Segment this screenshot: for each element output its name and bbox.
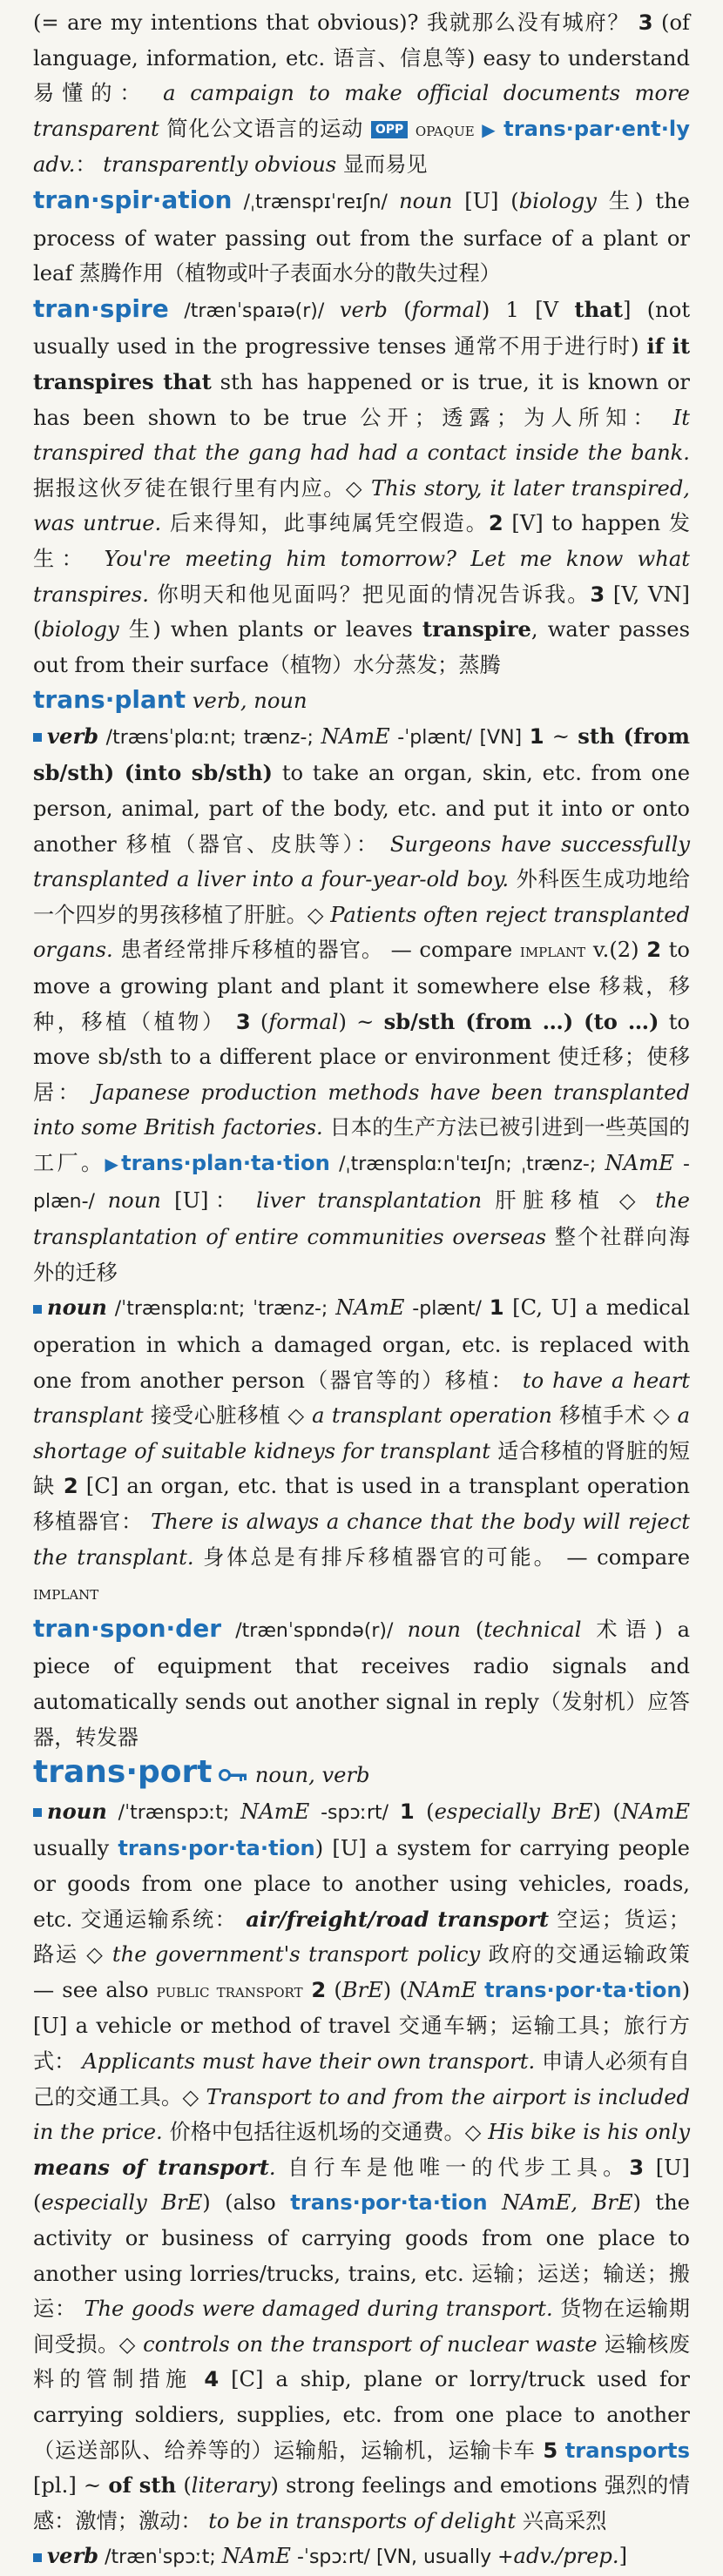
- grammar-pattern: sth (from sb/sth) (into sb/sth): [33, 723, 690, 786]
- entry-transpire: [33, 292, 690, 683]
- headword: trans·plant: [33, 685, 186, 715]
- variant-headword: trans·por·ta·tion: [484, 1977, 682, 2002]
- punctuation: ) (: [382, 1977, 408, 2002]
- sense-number: 3: [590, 582, 605, 607]
- part-of-speech: noun, verb: [248, 1763, 370, 1788]
- pronunciation: /trænˈspɒndə(r)/: [221, 1619, 408, 1642]
- sense-number: 3: [235, 1009, 251, 1034]
- region-label: NAmE: [407, 1977, 477, 2002]
- definition-text: ) the activity or business of carrying goods from one place to another using lorries/trucks, trains, etc. 运输；运送；输送；搬运：: [33, 2190, 690, 2322]
- translation-text: 价格中包括往返机场的交通费。◇: [162, 2120, 482, 2145]
- example-sentence: Japanese production methods have been transplanted into some British factories.: [33, 1079, 690, 1140]
- pronunciation: -ˈspɔːrt/ [VN, usually +: [290, 2546, 514, 2569]
- example-sentence: .: [268, 2155, 276, 2180]
- sense-number: 2: [488, 511, 503, 536]
- usage-note: ] (not usually used in the progressive tenses 通常不用于进行时): [33, 297, 691, 360]
- entry-transparent-continued: [33, 5, 690, 183]
- pronunciation: /trænsˈplɑːnt; trænz-;: [98, 726, 321, 749]
- example-sentence: a transplant operation: [304, 1403, 552, 1429]
- definition-text: (of language, information, etc. 语言、信息等) easy to understand 易懂的：: [33, 10, 690, 106]
- translation-text: 身体总是有排斥移植器官的可能。 — compare: [193, 1544, 691, 1570]
- sense-number: 4: [204, 2367, 220, 2392]
- square-bullet-icon: [33, 1808, 42, 1817]
- definition-text: 生) the process of water passing out from the surface of a plant or leaf 蒸腾作用（植物或叶子表面水分的散失过程）: [33, 188, 690, 286]
- example-sentence: the transplantation of entire communities overseas: [33, 1187, 690, 1250]
- translation-text: 申请人必须有自己的交通工具。◇: [33, 2049, 690, 2109]
- grammar-code: [U] (: [452, 188, 519, 213]
- definition-text: sth has happened or is true, it is known or has been shown to be true 公开；透露；为人所知：: [33, 369, 690, 430]
- translation-text: 接受心脏移植 ◇: [143, 1403, 305, 1429]
- part-of-speech: noun: [407, 1617, 461, 1642]
- collocation: means of transport: [33, 2154, 269, 2180]
- square-bullet-icon: [33, 733, 42, 742]
- definition-text: ) strong feelings and emotions 强烈的情感：激情；激动：: [33, 2473, 690, 2533]
- variant-headword: trans·por·ta·tion: [118, 1836, 315, 1861]
- translation-text: 移植手术 ◇: [551, 1403, 671, 1429]
- register-label: formal: [411, 297, 482, 322]
- punctuation: (: [460, 1617, 484, 1642]
- translation-text: 肝脏移植 ◇: [482, 1187, 643, 1213]
- example-sentence: transparently obvious: [96, 152, 337, 178]
- grammar-code: ) 1 [V: [481, 297, 575, 322]
- subject-label: biology: [41, 617, 119, 642]
- register-label: technical: [483, 1617, 582, 1642]
- definition-text: ) [U] a system for carrying people or goods from one place to another using vehicles, roads, etc. 交通运输系统：: [33, 1836, 690, 1932]
- triangle-arrow-icon: ▶: [105, 1153, 122, 1174]
- opposite-word: opaque: [415, 118, 475, 140]
- pronunciation: -plæn-/: [33, 1153, 690, 1213]
- sense-number: 1: [399, 1799, 415, 1824]
- bold-phrase: if it transpires that: [33, 333, 691, 394]
- register-label: formal: [268, 1009, 339, 1034]
- definition-text: [C] an organ, etc. that is used in a transplant operation 移植器官：: [33, 1474, 690, 1534]
- definition-text: [C] a ship, plane or lorry/truck used for carrying soldiers, supplies, etc. from one place to another（运送部队、给养等的）运输船，运输机，运输卡车: [33, 2367, 690, 2463]
- example-sentence: Transport to and from the airport is included in the price.: [33, 2084, 690, 2145]
- sense-number: 2: [646, 938, 662, 963]
- grammar-pattern: of sth: [108, 2472, 177, 2499]
- example-sentence: the government's transport policy: [104, 1942, 481, 1967]
- example-sentence: You're meeting him tomorrow? Let me know what transpires.: [33, 546, 690, 607]
- headword: tran·spire: [33, 293, 169, 323]
- pronunciation: /trænˈspɔːt;: [98, 2546, 222, 2569]
- translation-text: 整个社群向海外的迁移: [33, 1225, 690, 1285]
- translation-text: 空运；货运；路运 ◇: [33, 1907, 690, 1967]
- grammar-pattern: adv./prep.: [513, 2544, 619, 2569]
- bold-phrase: transpire: [422, 616, 531, 642]
- translation-text: 显而易见: [336, 152, 428, 178]
- entry-transponder: [33, 1611, 690, 1755]
- part-of-speech: noun: [399, 188, 453, 213]
- entry-transport-noun: [33, 1794, 690, 2539]
- grammar-code: [U]：: [160, 1187, 243, 1213]
- definition-text: (= are my intentions that obvious)? 我就那么没有城府？: [33, 10, 639, 35]
- entry-transplant-verb: [33, 719, 690, 1291]
- punctuation: (: [387, 297, 412, 322]
- example-sentence: It transpired that the gang had had a contact inside the bank.: [33, 405, 691, 466]
- punctuation: ：: [75, 152, 97, 178]
- entry-transport: [33, 1755, 690, 1794]
- punctuation: (: [250, 1009, 269, 1034]
- entry-transport-verb: [33, 2539, 690, 2576]
- region-label: NAmE: [321, 723, 390, 749]
- register-label: literary: [191, 2473, 271, 2499]
- usage-note: usually: [33, 1836, 118, 1861]
- example-sentence: Surgeons have successfully transplanted a liver into a four-year-old boy.: [33, 831, 691, 892]
- key-icon: [219, 1759, 248, 1794]
- headword: tran·spir·ation: [33, 185, 233, 214]
- translation-text: 货物在运输期间受损。◇: [33, 2297, 690, 2357]
- region-label: NAmE: [240, 1799, 310, 1824]
- translation-text: 后来得知，此事纯属凭空假造。: [161, 511, 489, 536]
- translation-text: 患者经常排斥移植的器官。 — compare: [112, 938, 520, 963]
- punctuation: ) (: [592, 1799, 621, 1824]
- region-label: NAmE: [221, 2544, 291, 2569]
- pronunciation: /ˌtrænsplɑːnˈteɪʃn; ˌtrænz-;: [329, 1153, 605, 1175]
- opposite-badge: OPP: [371, 121, 408, 138]
- part-of-speech: verb: [47, 723, 99, 749]
- derivative-headword: trans·par·ent·ly: [503, 116, 690, 141]
- cross-reference: public transport: [156, 1980, 303, 2001]
- region-label: NAmE, BrE: [502, 2190, 633, 2216]
- part-of-speech: adv.: [33, 152, 76, 178]
- cross-reference: implant: [33, 1583, 99, 1604]
- entry-transplant-noun: [33, 1290, 690, 1611]
- punctuation: ) (also: [202, 2190, 291, 2216]
- grammar-pattern: sb/sth (from …) (to …): [383, 1008, 659, 1034]
- part-of-speech: verb, noun: [186, 689, 307, 714]
- punctuation: (: [176, 2473, 192, 2499]
- region-label: especially BrE: [41, 2190, 203, 2216]
- example-sentence: This story, it later transpired, was untrue.: [33, 475, 690, 536]
- punctuation: (: [326, 1977, 342, 2002]
- definition-text: ) [U] a vehicle or method of travel 交通车辆；运输工具；旅行方式：: [33, 1977, 690, 2075]
- sense-number: 1: [489, 1295, 504, 1321]
- entry-transpiration: [33, 183, 690, 292]
- translation-text: 简化公文语言的运动: [159, 116, 371, 141]
- example-sentence: to be in transports of delight: [201, 2508, 517, 2533]
- derivative-headword: trans·plan·ta·tion: [121, 1151, 330, 1175]
- sense-number: 3: [629, 2155, 645, 2180]
- definition-text: [V] to happen 发生：: [33, 511, 690, 571]
- definition-text: to move a growing plant and plant it somewhere else 移栽，移种，移植（植物）: [33, 938, 690, 1034]
- translation-text: 自行车是他唯一的代步工具。: [275, 2155, 630, 2180]
- sense-number: 3: [638, 10, 653, 35]
- grammar-code: [pl.] ~: [33, 2473, 109, 2499]
- example-sentence: liver transplantation: [242, 1187, 483, 1213]
- translation-text: 外科医生成功地给一个四岁的男孩移植了肝脏。◇: [33, 867, 690, 927]
- region-label: BrE: [341, 1977, 383, 2002]
- part-of-speech: verb: [47, 2543, 99, 2569]
- example-sentence: The goods were damaged during transport.: [76, 2297, 553, 2322]
- example-sentence: His bike is his only: [481, 2120, 690, 2145]
- pronunciation: /ˌtrænspɪˈreɪʃn/: [232, 191, 400, 213]
- cross-reference-sense: v.(2): [585, 938, 647, 963]
- pronunciation: /ˈtrænsplɑːnt; ˈtrænz-;: [106, 1298, 336, 1321]
- part-of-speech: noun: [47, 1295, 107, 1321]
- translation-text: 你明天和他见面吗？把见面的情况告诉我。: [148, 582, 591, 607]
- headword: tran·spon·der: [33, 1613, 222, 1643]
- definition-text: , water passes out from their surface（植物）水分蒸发；蒸腾: [33, 617, 691, 677]
- region-label: NAmE: [620, 1799, 691, 1824]
- sense-number: 5: [543, 2438, 558, 2463]
- pronunciation: -plænt/: [404, 1298, 490, 1321]
- example-sentence: a campaign to make official documents more transparent: [33, 81, 690, 141]
- pronunciation: -ˈplænt/ [VN]: [389, 726, 530, 749]
- triangle-arrow-icon: ▶: [482, 118, 497, 140]
- definition-text: 生) when plants or leaves: [118, 617, 422, 642]
- example-sentence: Patients often reject transplanted organs.: [33, 902, 690, 963]
- translation-text: 适合移植的肾脏的短缺: [33, 1438, 690, 1499]
- example-sentence: controls on the transport of nuclear waste: [135, 2331, 598, 2357]
- translation-text: 据报这伙歹徒在银行里有内应。◇: [33, 475, 363, 501]
- plural-headword: transports: [564, 2438, 690, 2463]
- variant-headword: trans·por·ta·tion: [290, 2190, 488, 2216]
- entry-transplant: [33, 683, 690, 719]
- translation-text: 兴高采烈: [516, 2508, 607, 2533]
- grammar-code: [V, VN] (: [33, 582, 690, 642]
- punctuation: ) ~: [338, 1009, 384, 1034]
- translation-text: 日本的生产方法已被引进到一些英国的工厂。: [33, 1115, 690, 1175]
- punctuation: ]: [618, 2544, 628, 2569]
- grammar-code: [U] (: [33, 2155, 690, 2216]
- example-sentence: Applicants must have their own transport.: [75, 2049, 536, 2075]
- region-label: especially BrE: [434, 1799, 593, 1824]
- collocation: air/freight/road transport: [237, 1906, 550, 1932]
- example-sentence: There is always a chance that the body will reject the transplant.: [33, 1509, 690, 1570]
- cross-reference: implant: [519, 940, 586, 962]
- part-of-speech: noun: [107, 1187, 161, 1213]
- headword: trans·port: [33, 1754, 213, 1791]
- sense-number: 2: [63, 1474, 78, 1499]
- pronunciation: /trænˈspaɪə(r)/: [168, 299, 340, 322]
- dictionary-page: [33, 5, 690, 2576]
- translation-text: 运输核废料的管制措施: [33, 2331, 690, 2392]
- sense-number: 1: [529, 723, 544, 749]
- definition-text: 术语) a piece of equipment that receives radio signals and automatically sends out another signal in reply（发射机）应答器，转发器: [33, 1617, 690, 1750]
- definition-text: to take an organ, skin, etc. from one person, animal, part of the body, etc. and put it into or onto another 移植（器官、皮肤等）：: [33, 761, 691, 857]
- subject-label: biology: [518, 188, 597, 213]
- region-label: NAmE: [605, 1151, 674, 1175]
- punctuation: (: [414, 1799, 435, 1824]
- pronunciation: -spɔːrt/: [309, 1801, 400, 1824]
- square-bullet-icon: [33, 1305, 42, 1314]
- punctuation: [476, 1978, 484, 2002]
- sense-number: 2: [302, 1977, 327, 2002]
- example-sentence: to have a heart transplant: [33, 1368, 690, 1429]
- part-of-speech: verb: [339, 297, 388, 322]
- translation-text: 政府的交通运输政策 — see also: [33, 1942, 690, 2002]
- grammar-pattern: that: [574, 296, 624, 322]
- definition-text: to move sb/sth to a different place or environment 使迁移；使移居：: [33, 1009, 690, 1105]
- pronunciation: /ˈtrænspɔːt;: [106, 1801, 241, 1824]
- definition-text: [C, U] a medical operation in which a damaged organ, etc. is replaced with one from another person（器官等的）移植：: [33, 1295, 691, 1393]
- example-sentence: a shortage of suitable kidneys for transplant: [33, 1403, 690, 1463]
- square-bullet-icon: [33, 2553, 42, 2562]
- part-of-speech: noun: [47, 1798, 107, 1824]
- punctuation: ~: [544, 723, 578, 749]
- region-label: NAmE: [335, 1295, 405, 1321]
- punctuation: [488, 2190, 502, 2215]
